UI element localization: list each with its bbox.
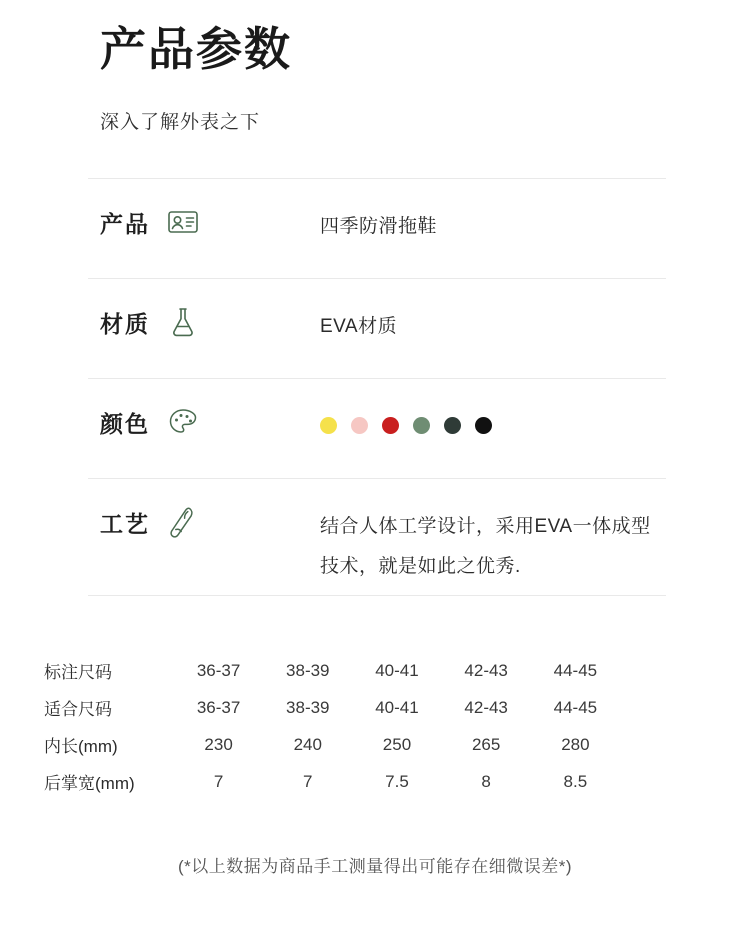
spec-value-color bbox=[320, 405, 666, 434]
color-swatch[interactable] bbox=[475, 417, 492, 434]
table-row bbox=[40, 652, 620, 689]
size-row-label: 标注尺码 bbox=[44, 663, 112, 682]
spec-label-craft: 工艺 bbox=[100, 510, 150, 537]
flask-icon bbox=[166, 305, 200, 339]
slipper-icon bbox=[166, 505, 200, 539]
size-cell: 265 bbox=[471, 734, 501, 754]
spec-table bbox=[88, 178, 666, 596]
spec-row-product bbox=[88, 178, 666, 278]
color-swatch[interactable] bbox=[382, 417, 399, 434]
spec-value-product: 四季防滑拖鞋 bbox=[320, 216, 438, 237]
spec-label-wrap bbox=[88, 305, 320, 339]
size-row-label: 内长(mm) bbox=[44, 737, 118, 756]
color-swatch[interactable] bbox=[444, 417, 461, 434]
size-cell: 44-45 bbox=[553, 660, 598, 680]
spec-value-craft: 结合人体工学设计，采用EVA一体成型技术，就是如此之优秀. bbox=[320, 516, 651, 577]
page-title: 产品参数 bbox=[100, 23, 292, 75]
header bbox=[100, 22, 292, 134]
footnote: (*以上数据为商品手工测量得出可能存在细微误差*) bbox=[177, 857, 573, 876]
color-swatch-list bbox=[320, 407, 666, 434]
size-cell: 36-37 bbox=[196, 697, 241, 717]
spec-label-wrap bbox=[88, 205, 320, 239]
color-swatch[interactable] bbox=[413, 417, 430, 434]
spec-label-wrap bbox=[88, 405, 320, 439]
spec-label-color: 颜色 bbox=[100, 410, 150, 437]
size-cell: 40-41 bbox=[375, 697, 419, 717]
spec-label-product: 产品 bbox=[100, 210, 150, 237]
size-table bbox=[40, 652, 620, 800]
id-card-icon bbox=[166, 205, 200, 239]
size-cell: 7 bbox=[213, 771, 224, 791]
size-cell: 8 bbox=[481, 771, 491, 791]
spec-value-material: EVA材质 bbox=[320, 316, 398, 337]
palette-icon bbox=[166, 405, 200, 439]
size-cell: 38-39 bbox=[286, 660, 330, 680]
size-cell: 7 bbox=[303, 771, 313, 791]
spec-label-material: 材质 bbox=[100, 310, 150, 337]
spec-row-color bbox=[88, 378, 666, 478]
table-row bbox=[40, 689, 620, 726]
size-cell: 8.5 bbox=[563, 771, 588, 791]
size-cell: 240 bbox=[293, 734, 322, 754]
spec-row-material bbox=[88, 278, 666, 378]
size-cell: 7.5 bbox=[385, 771, 409, 791]
size-cell: 250 bbox=[382, 734, 412, 754]
table-row bbox=[40, 726, 620, 763]
color-swatch[interactable] bbox=[351, 417, 368, 434]
spec-row-craft bbox=[88, 478, 666, 596]
page-subtitle: 深入了解外表之下 bbox=[100, 112, 261, 134]
size-row-label: 适合尺码 bbox=[44, 700, 112, 719]
table-row bbox=[40, 763, 620, 800]
size-cell: 42-43 bbox=[464, 660, 508, 680]
color-swatch[interactable] bbox=[320, 417, 337, 434]
size-cell: 280 bbox=[561, 734, 590, 754]
size-cell: 38-39 bbox=[286, 697, 330, 717]
size-row-label: 后掌宽(mm) bbox=[44, 774, 135, 793]
spec-label-wrap bbox=[88, 505, 320, 539]
size-cell: 230 bbox=[204, 734, 233, 754]
size-cell: 36-37 bbox=[196, 660, 241, 680]
size-cell: 40-41 bbox=[375, 660, 419, 680]
size-cell: 44-45 bbox=[553, 697, 598, 717]
size-cell: 42-43 bbox=[464, 697, 508, 717]
